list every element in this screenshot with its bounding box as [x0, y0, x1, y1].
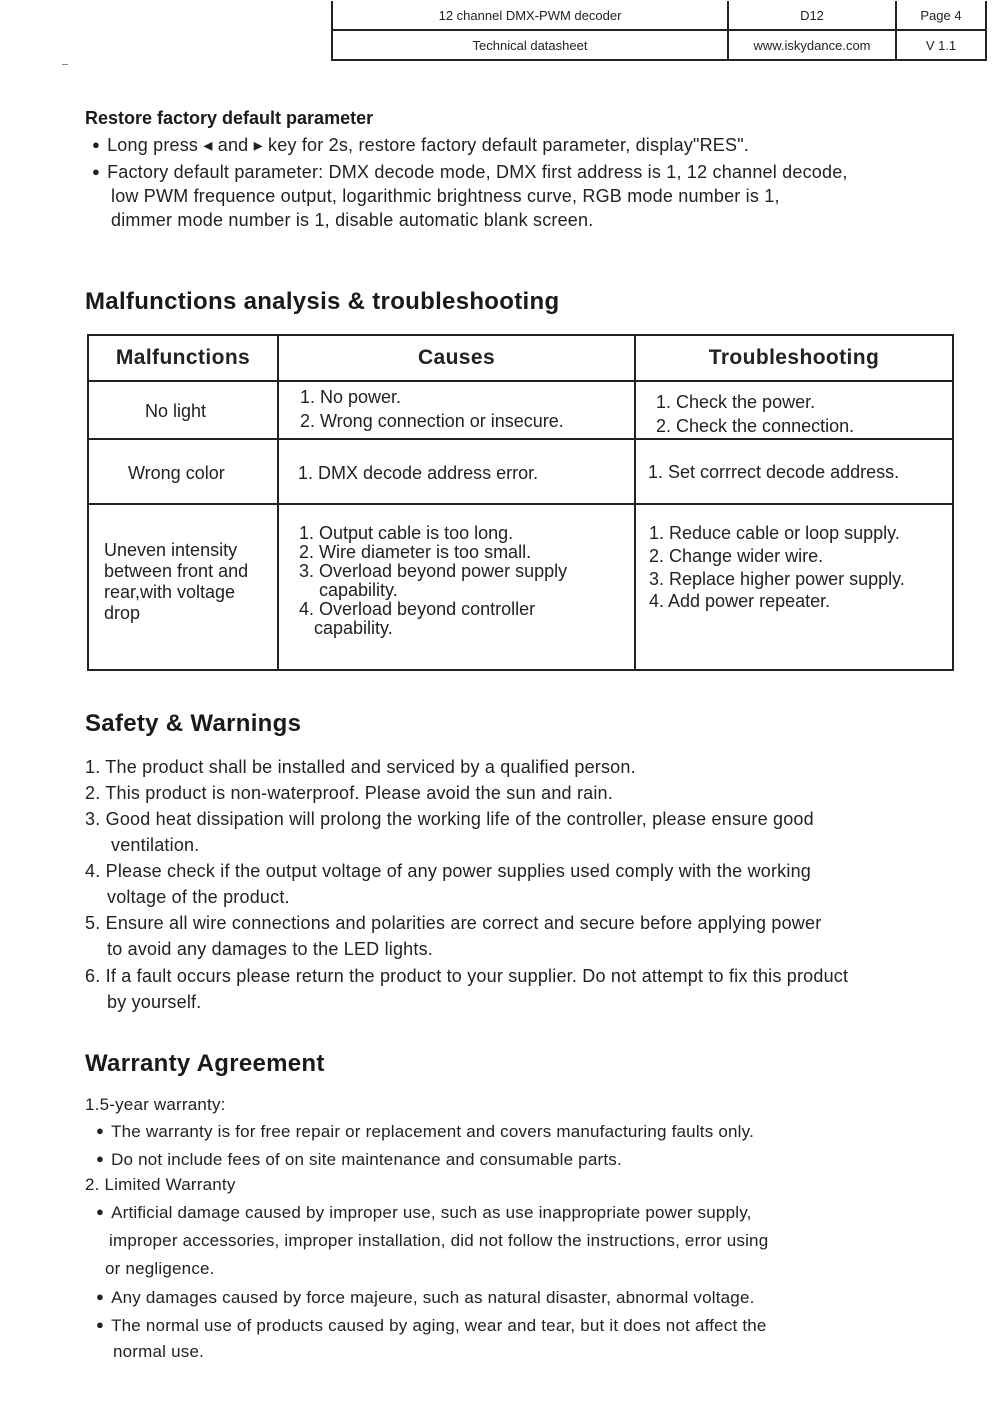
fix-text: 1. Check the power.	[656, 392, 816, 412]
malfunction-text: drop	[104, 603, 141, 623]
divider-mark	[62, 64, 68, 65]
warranty-bullet-text: Any damages caused by force majeure, such as natural disaster, abnormal voltage.	[111, 1288, 755, 1307]
malfunction-text: between front and	[104, 561, 249, 581]
malfunction-text: Wrong color	[128, 463, 225, 483]
warranty-bullet	[96, 1150, 622, 1170]
restore-bullet-2-cont-1: low PWM frequence output, logarithmic brightness curve, RGB mode number is 1,	[111, 186, 780, 206]
fix-text: 2. Check the connection.	[656, 416, 855, 436]
safety-item: 6. If a fault occurs please return the product to your supplier. Do not attempt to fix this product	[85, 966, 849, 986]
fix-text: 1. Reduce cable or loop supply.	[649, 523, 900, 543]
table-header-row	[88, 335, 953, 381]
cause-text: 4. Overload beyond controller	[299, 599, 536, 619]
page-number: Page 4	[896, 1, 986, 30]
warranty-bullet-cont: improper accessories, improper installation, did not follow the instructions, error using	[109, 1231, 769, 1250]
malfunction-text: rear,with voltage	[104, 582, 236, 602]
malfunctions-section-title: Malfunctions analysis & troubleshooting	[85, 288, 560, 315]
cause-text: 2. Wrong connection or insecure.	[300, 411, 564, 431]
causes-cell	[278, 504, 635, 670]
document-type: Technical datasheet	[332, 30, 728, 60]
warranty-bullet	[96, 1122, 754, 1142]
cause-text: capability.	[314, 618, 393, 638]
datasheet-header	[331, 1, 987, 61]
safety-item-cont: voltage of the product.	[107, 887, 290, 907]
causes-cell	[278, 381, 635, 439]
warranty-section-title: Warranty Agreement	[85, 1050, 325, 1077]
cause-text: 1. No power.	[300, 387, 402, 407]
malfunction-cell	[88, 381, 278, 439]
restore-bullet-2-text: Factory default parameter: DMX decode mode, DMX first address is 1, 12 channel decode,	[107, 162, 848, 182]
safety-item: 5. Ensure all wire connections and polarities are correct and secure before applying power	[85, 913, 822, 933]
cause-text: capability.	[319, 580, 398, 600]
safety-item: 1. The product shall be installed and serviced by a qualified person.	[85, 757, 636, 777]
product-name: 12 channel DMX-PWM decoder	[332, 1, 728, 30]
website-link[interactable]: www.iskydance.com	[728, 30, 896, 60]
safety-item-cont: to avoid any damages to the LED lights.	[107, 939, 433, 959]
safety-item: 3. Good heat dissipation will prolong the working life of the controller, please ensure good	[85, 809, 814, 829]
warranty-heading: 2. Limited Warranty	[85, 1175, 236, 1194]
cause-text: 1. Output cable is too long.	[299, 523, 514, 543]
table-row	[88, 504, 953, 670]
safety-item: 4. Please check if the output voltage of any power supplies used comply with the working	[85, 861, 811, 881]
safety-item: 2. This product is non-waterproof. Please avoid the sun and rain.	[85, 783, 613, 803]
table-row	[88, 439, 953, 504]
table-row	[88, 381, 953, 439]
cause-text: 2. Wire diameter is too small.	[299, 542, 532, 562]
restore-bullet-2	[92, 162, 848, 183]
column-header-troubleshooting: Troubleshooting	[635, 335, 953, 381]
warranty-bullet-text: The warranty is for free repair or replacement and covers manufacturing faults only.	[111, 1122, 754, 1141]
warranty-bullet-text: The normal use of products caused by aging, wear and tear, but it does not affect the	[111, 1316, 767, 1335]
warranty-bullet	[96, 1288, 755, 1308]
restore-section-title: Restore factory default parameter	[85, 108, 374, 128]
malfunction-cell	[88, 504, 278, 670]
safety-item-cont: by yourself.	[107, 992, 202, 1012]
warranty-heading: 1.5-year warranty:	[85, 1095, 226, 1114]
fix-text: 2. Change wider wire.	[649, 546, 824, 566]
fix-text: 3. Replace higher power supply.	[649, 569, 905, 589]
warranty-bullet-text: Do not include fees of on site maintenance and consumable parts.	[111, 1150, 622, 1169]
column-header-malfunctions: Malfunctions	[88, 335, 278, 381]
warranty-bullet	[96, 1316, 767, 1336]
troubleshooting-table	[87, 334, 954, 671]
restore-bullet-1	[92, 135, 749, 156]
cause-text: 3. Overload beyond power supply	[299, 561, 568, 581]
warranty-bullet-cont: or negligence.	[105, 1259, 215, 1278]
fix-cell	[635, 504, 953, 670]
fix-text: 1. Set corrrect decode address.	[648, 462, 900, 482]
cause-text: 1. DMX decode address error.	[298, 463, 539, 483]
warranty-bullet-text: Artificial damage caused by improper use, such as use inappropriate power supply,	[111, 1203, 752, 1222]
fix-cell	[635, 381, 953, 439]
version-number: V 1.1	[896, 30, 986, 60]
fix-text: 4. Add power repeater.	[649, 591, 831, 611]
restore-bullet-2-cont-2: dimmer mode number is 1, disable automatic blank screen.	[111, 210, 594, 230]
fix-cell	[635, 439, 953, 504]
malfunction-cell	[88, 439, 278, 504]
safety-section-title: Safety & Warnings	[85, 710, 302, 737]
column-header-causes: Causes	[278, 335, 635, 381]
safety-item-cont: ventilation.	[111, 835, 200, 855]
model-number: D12	[728, 1, 896, 30]
warranty-bullet-cont: normal use.	[113, 1342, 205, 1361]
restore-bullet-1-text: Long press ◂ and ▸ key for 2s, restore factory default parameter, display"RES".	[107, 135, 750, 155]
malfunction-text: Uneven intensity	[104, 540, 238, 560]
causes-cell	[278, 439, 635, 504]
malfunction-text: No light	[145, 401, 207, 421]
warranty-bullet	[96, 1203, 752, 1223]
